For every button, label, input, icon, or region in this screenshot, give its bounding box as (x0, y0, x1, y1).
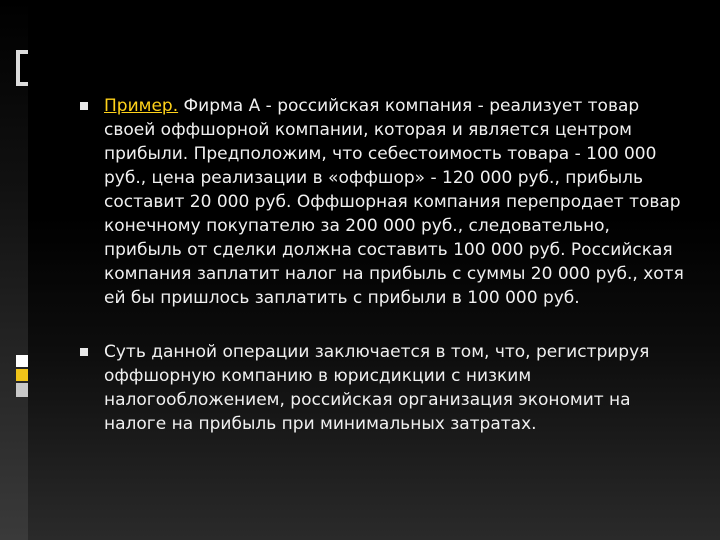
deco-segment-white (16, 355, 28, 367)
bullet-item (80, 340, 690, 436)
bullet-item (80, 94, 690, 310)
bullet-square-icon (80, 348, 88, 356)
slide-content (80, 94, 690, 466)
bullet-square-icon (80, 102, 88, 110)
deco-segment-yellow (16, 369, 28, 381)
bullet-text: Фирма А - российская компания - реализует товар своей оффшорной компании, которая и является центром прибыли. Предположим, что себестоимость товара - 100 000 руб., цена реализации в «оффшор» - 120 000 руб., прибыль составит 20 000 руб. Оффшорная компания перепродает товар конечному покупателю за 200 000 руб., следовательно, прибыль от сделки должна составить 100 000 руб. Российская компания заплатит налог на прибыль с суммы 20 000 руб., хотя ей бы пришлось заплатить с прибыли в 100 000 руб. (104, 96, 684, 308)
bullet-text: Суть данной операции заключается в том, что, регистрируя оффшорную компанию в юрисдикции с низким налогообложением, российская организация экономит на налоге на прибыль при минимальных затратах. (104, 342, 650, 434)
deco-segment-grey (16, 383, 28, 397)
bottom-decorative-block (16, 355, 28, 397)
example-highlight: Пример. (104, 96, 179, 116)
top-decorative-block-inner (20, 54, 28, 82)
